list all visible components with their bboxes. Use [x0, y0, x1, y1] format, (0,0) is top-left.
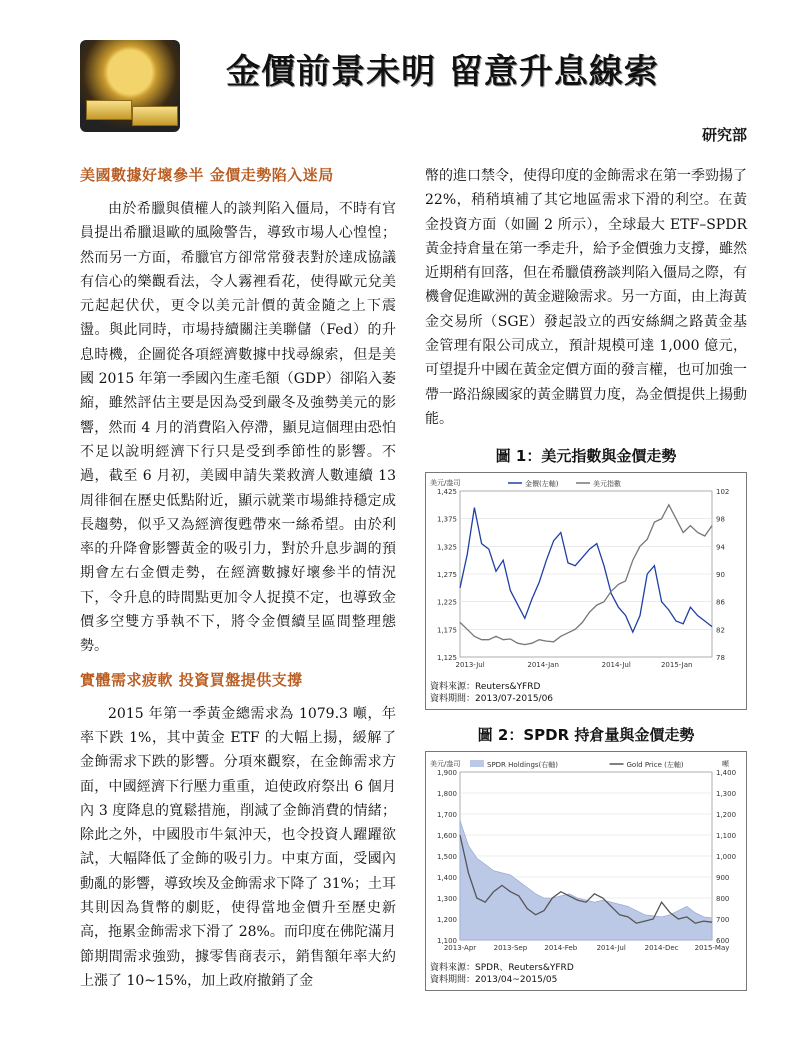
left-unit-label: 美元/盎司: [430, 760, 461, 769]
y-left-tick-label: 1,125: [436, 654, 457, 663]
figure2-chart: [425, 751, 747, 991]
section2-paragraph-left: 2015 年第一季黃金總需求為 1079.3 噸，年率下跌 1%，其中黃金 ETF 的大幅上揚，緩解了金飾需求下跌的影響。分項來觀察，在金飾需求方面，中國經濟下行壓力重重，迫使政府祭出 6 個月內 3 度降息的寬鬆措施，削減了金飾消費的情緒；除此之外，中國股市牛氣沖天，也令投資人躍躍欲試，大幅降低了金飾的吸引力。中東方面，受國內動亂的影響，導致埃及金飾需求下降了 31%；土耳其則因為貨幣的劇貶，使得當地金價升至歷史新高，拖累金飾需求下滑了 28%。而印度在佛陀滿月節期間需求強勁，據零售商表示，銷售額年率大約上漲了 10~15%，加上政府撤銷了金: [80, 705, 396, 989]
right-unit-label: 噸: [722, 760, 729, 769]
y-right-tick-label: 82: [716, 626, 725, 635]
x-tick-label: 2014-Dec: [644, 944, 679, 953]
y-left-tick-label: 1,700: [436, 811, 457, 820]
y-right-tick-label: 98: [716, 515, 725, 524]
figure2-period: 資料期間：2013/04~2015/05: [430, 975, 558, 986]
figure1-chart: [425, 472, 747, 710]
y-left-tick-label: 1,900: [436, 769, 457, 778]
y-left-tick-label: 1,275: [436, 571, 457, 580]
figure2-title: 圖 2：SPDR 持倉量與金價走勢: [477, 726, 695, 745]
page-title: 金價前景未明 留意升息線索: [226, 52, 659, 92]
y-right-tick-label: 700: [716, 916, 730, 925]
x-tick-label: 2014-Jul: [596, 944, 626, 953]
y-right-tick-label: 86: [716, 598, 725, 607]
figure2-source: 資料來源：SPDR、Reuters&YFRD: [430, 963, 574, 974]
y-left-tick-label: 1,300: [436, 895, 457, 904]
x-tick-label: 2014-Feb: [544, 944, 578, 953]
x-tick-label: 2015-Jan: [660, 661, 693, 670]
y-left-tick-label: 1,425: [436, 488, 457, 497]
x-tick-label: 2013-Jul: [455, 661, 485, 670]
y-right-tick-label: 1,000: [716, 853, 737, 862]
figure1-source: 資料來源：Reuters&YFRD: [430, 682, 541, 693]
y-right-tick-label: 1,200: [716, 811, 737, 820]
x-tick-label: 2014-Jul: [601, 661, 631, 670]
series-area: [460, 821, 712, 941]
figure1-svg: [426, 473, 746, 673]
y-left-tick-label: 1,600: [436, 832, 457, 841]
y-right-tick-label: 1,100: [716, 832, 737, 841]
y-right-tick-label: 1,300: [716, 790, 737, 799]
legend-swatch: [470, 760, 484, 767]
y-right-tick-label: 90: [716, 571, 725, 580]
x-tick-label: 2013-Apr: [443, 944, 477, 953]
y-left-tick-label: 1,100: [436, 937, 457, 946]
section1-heading: 美國數據好壞參半 金價走勢陷入迷局: [80, 166, 334, 184]
y-right-tick-label: 600: [716, 937, 730, 946]
figure1-period: 資料期間：2013/07-2015/06: [430, 694, 554, 705]
y-right-tick-label: 102: [716, 488, 730, 497]
legend-label: 金價(左軸): [525, 480, 559, 489]
series-line: [460, 508, 712, 632]
section2-heading: 實體需求疲軟 投資買盤提供支撐: [80, 670, 303, 689]
legend-label: Gold Price (左軸): [626, 761, 684, 770]
y-right-tick-label: 900: [716, 874, 730, 883]
y-left-tick-label: 1,800: [436, 790, 457, 799]
y-left-tick-label: 1,500: [436, 853, 457, 862]
right-column: [425, 164, 747, 991]
left-unit-label: 美元/盎司: [430, 479, 461, 488]
left-column: [80, 164, 396, 993]
y-right-tick-label: 94: [716, 543, 725, 552]
figure1-title: 圖 1：美元指數與金價走勢: [495, 447, 677, 466]
legend-label: 美元指數: [593, 480, 621, 489]
y-right-tick-label: 1,400: [716, 769, 737, 778]
legend-label: SPDR Holdings(右軸): [487, 761, 559, 770]
y-left-tick-label: 1,325: [436, 543, 457, 552]
x-tick-label: 2015-May: [694, 944, 730, 953]
y-left-tick-label: 1,400: [436, 874, 457, 883]
y-left-tick-label: 1,225: [436, 598, 457, 607]
department-label: 研究部: [701, 126, 747, 144]
x-tick-label: 2014-Jan: [527, 661, 559, 670]
section2-paragraph-right: 幣的進口禁令，使得印度的金飾需求在第一季勁揚了 22%，稍稍填補了其它地區需求下滑的利空。在黃金投資方面（如圖 2 所示），全球最大 ETF–SPDR 黃金持倉量在第一季走升，給予金價強力支撐，雖然近期稍有回落，但在希臘債務談判陷入僵局之際，有機會促進歐洲的黃金避險需求。另一方面，由上海黃金交易所（SGE）發起設立的西安絲綢之路黃金基金管理有限公司成立，預計規模可達 1,000 億元，可望提升中國在黃金定價方面的發言權，也可加強一帶一路沿線國家的黃金購買力度，為金價提供上揚動能。: [425, 168, 747, 427]
series-line: [460, 505, 712, 645]
y-left-tick-label: 1,175: [436, 626, 457, 635]
y-left-tick-label: 1,200: [436, 916, 457, 925]
y-left-tick-label: 1,375: [436, 515, 457, 524]
x-tick-label: 2013-Sep: [493, 944, 528, 953]
y-right-tick-label: 78: [716, 654, 725, 663]
figure2-svg: [426, 752, 746, 954]
y-right-tick-label: 800: [716, 895, 730, 904]
section1-paragraph: 由於希臘與債權人的談判陷入僵局，不時有官員提出希臘退歐的風險警告，導致市場人心惶惶；然而另一方面，希臘官方卻常常發表對於達成協議有信心的樂觀看法，令人霧裡看花，使得歐元兌美元起起伏伏，更令以美元計價的黃金隨之上下震盪。與此同時，市場持續關注美聯儲（Fed）的升息時機，企圖從各項經濟數據中找尋線索，但是美國 2015 年第一季國內生產毛額（GDP）卻陷入萎縮，雖然評估主要是因為受到嚴冬及強勢美元的影響，然而 4 月的消費陷入停滯，顯見這個理由恐怕不足以說明經濟下行只是受到季節性的影響。不過，截至 6 月初，美國申請失業救濟人數連續 13 周徘徊在歷史低點附近，顯示就業市場維持穩定成長趨勢，似乎又為經濟復甦帶來一絲希望。由於利率的升降會影響黃金的吸引力，對於升息步調的預期會左右金價走勢，在經濟數據好壞參半的情況下，令升息的時間點更加令人捉摸不定，也導致金價多空雙方爭執不下，將令金價續呈區間整理態勢。: [80, 201, 396, 655]
